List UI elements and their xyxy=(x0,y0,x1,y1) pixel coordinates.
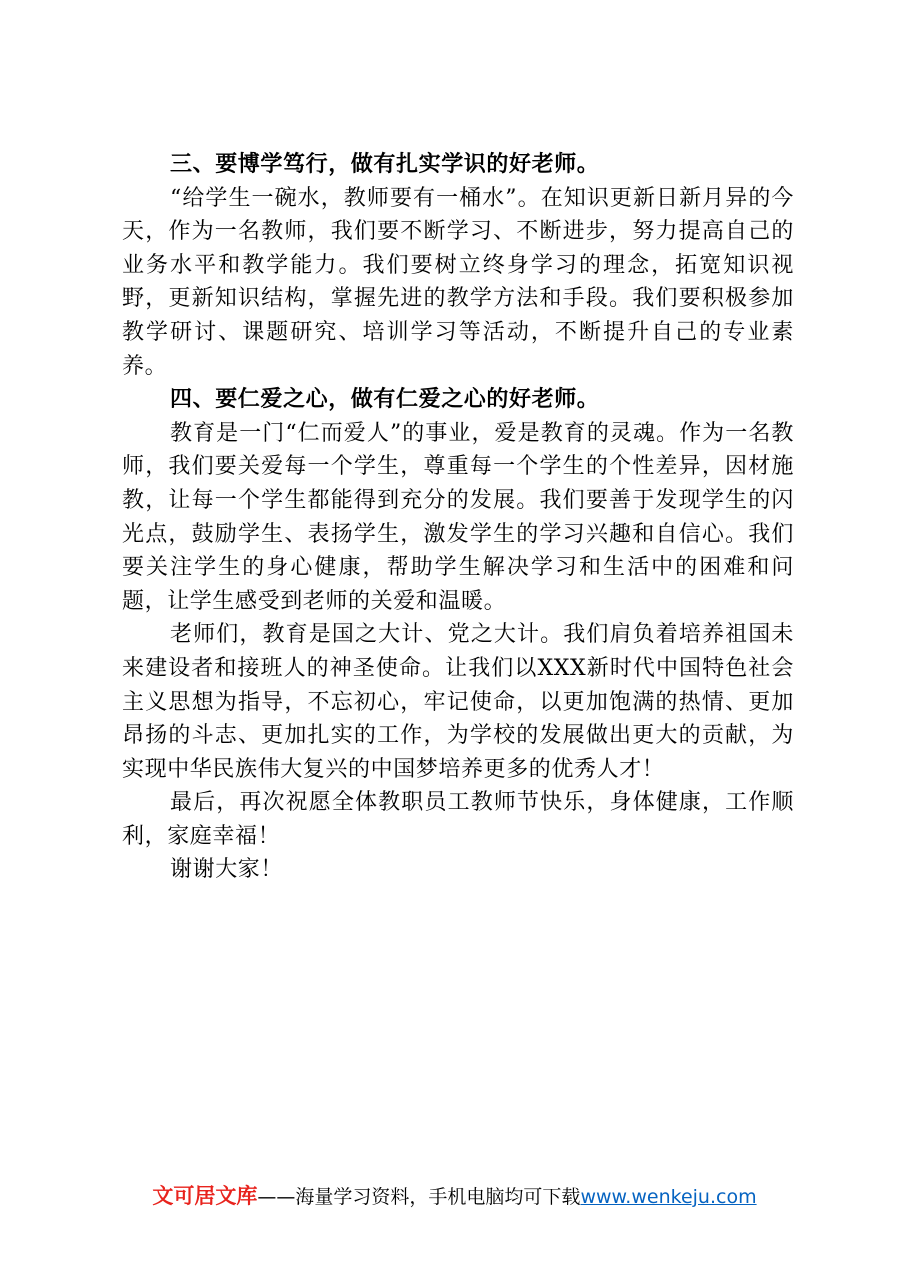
footer-brand: 文可居文库 xyxy=(152,1184,258,1208)
document-body xyxy=(122,148,794,887)
paragraph: 最后，再次祝愿全体教职员工教师节快乐，身体健康，工作顺利，家庭幸福！ xyxy=(122,790,794,849)
paragraph: 老师们，教育是国之大计、党之大计。我们肩负着培养祖国未来建设者和接班人的神圣使命。让我们以XXX新时代中国特色社会主义思想为指导，不忘初心，牢记使命，以更加饱满的热情、更加昂扬的斗志、更加扎实的工作，为学校的发展做出更大的贡献，为实现中华民族伟大复兴的中国梦培养更多的优秀人才！ xyxy=(122,622,794,782)
footer-tagline: ——海量学习资料，手机电脑均可下载 xyxy=(257,1186,581,1208)
paragraph: “给学生一碗水，教师要有一桶水”。在知识更新日新月异的今天，作为一名教师，我们要不断学习、不断进步，努力提高自己的业务水平和教学能力。我们要树立终身学习的理念，拓宽知识视野，更新知识结构，掌握先进的教学方法和手段。我们要积极参加教学研讨、课题研究、培训学习等活动，不断提升自己的专业素养。 xyxy=(122,185,794,379)
section-heading-3: 三、要博学笃行，做有扎实学识的好老师。 xyxy=(170,152,600,177)
paragraph: 教育是一门“仁而爱人”的事业，爱是教育的灵魂。作为一名教师，我们要关爱每一个学生，尊重每一个学生的个性差异，因材施教，让每一个学生都能得到充分的发展。我们要善于发现学生的闪光点，鼓励学生、表扬学生，激发学生的学习兴趣和自信心。我们要关注学生的身心健康，帮助学生解决学习和生活中的困难和问题，让学生感受到老师的关爱和温暖。 xyxy=(122,420,794,614)
section-heading-4: 四、要仁爱之心，做有仁爱之心的好老师。 xyxy=(170,387,600,413)
paragraph: 谢谢大家！ xyxy=(170,857,284,883)
footer-link[interactable]: www.wenkeju.com xyxy=(580,1186,757,1208)
footer-banner xyxy=(0,1180,909,1210)
